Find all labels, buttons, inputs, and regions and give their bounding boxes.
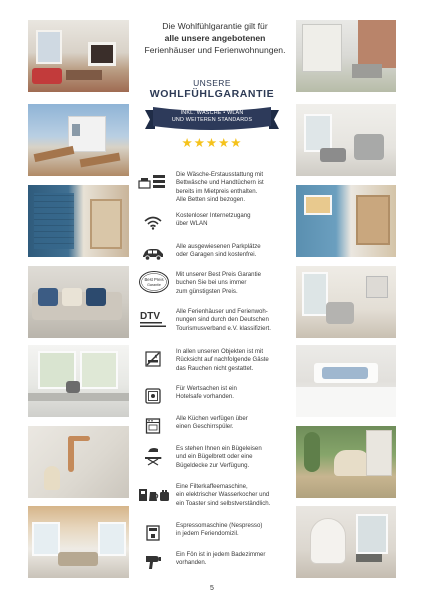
photo-sofa-cushions xyxy=(28,266,129,338)
feature-no-smoking-text xyxy=(176,348,300,373)
badge-ribbon xyxy=(145,107,279,132)
feature-dishwasher-text xyxy=(176,415,300,432)
feature-text-line: das Rauchen nicht gestattet. xyxy=(176,364,254,372)
feature-text-line: Espressomaschine (Nespresso) xyxy=(176,522,263,529)
feature-text-line: Eine Filterkaffeemaschine, xyxy=(176,483,248,490)
ribbon-line-2: UND WEITEREN STANDARDS xyxy=(171,116,253,123)
page-number: 5 xyxy=(210,585,214,592)
intro-line-2 xyxy=(140,32,290,44)
intro-line-1: Die Wohlfühlgarantie gilt für xyxy=(162,21,268,31)
kitchen-appliances-icon xyxy=(138,483,170,505)
intro-text xyxy=(140,20,290,57)
feature-text-line: nungen sind durch den Deutschen xyxy=(176,316,269,324)
feature-text-line: Alle Betten sind bezogen. xyxy=(176,195,246,203)
ribbon-text xyxy=(155,110,269,123)
photo-armchair-window xyxy=(296,104,396,176)
feature-text-line: oder Garagen sind kostenfrei. xyxy=(176,251,257,259)
wohlfuehlgarantie-badge xyxy=(142,78,282,153)
feature-text-line: Mit unserer Best Preis Garantie xyxy=(176,271,262,278)
dtv-logo-icon xyxy=(138,308,170,330)
photo-bed-pillows xyxy=(296,345,396,417)
feature-text-line: Alle Ferienhäuser und Ferienwoh- xyxy=(176,308,268,315)
photo-kitchen-window xyxy=(28,345,129,417)
iron-board-icon xyxy=(138,445,168,467)
feature-text-line: zum günstigsten Preis. xyxy=(176,287,238,295)
no-smoking-icon xyxy=(138,348,168,370)
feature-text-line: Für Wertsachen ist ein xyxy=(176,385,237,392)
feature-text-line: und ein Bügelbrett oder eine xyxy=(176,453,253,461)
feature-safe-text xyxy=(176,385,300,402)
photo-copper-tap-vase xyxy=(28,426,129,498)
svg-text:Best Preis: Best Preis xyxy=(144,277,164,282)
hairdryer-icon xyxy=(138,551,168,573)
photo-garden-lounge-chair xyxy=(296,426,396,498)
feature-text-line: ein elektrischer Wasserkocher und xyxy=(176,491,270,499)
wifi-icon xyxy=(138,212,168,234)
feature-text-line: bereits im Mietpreis enthalten. xyxy=(176,187,258,195)
feature-text-line: Kostenloser Internetzugang xyxy=(176,212,251,219)
feature-text-line: buchen Sie bei uns immer xyxy=(176,279,247,287)
photo-deck-chairs-house xyxy=(28,104,129,176)
car-icon xyxy=(138,243,168,265)
feature-text-line: Es stehen Ihnen ein Bügeleisen xyxy=(176,445,262,452)
feature-text-line: einen Geschirrspüler. xyxy=(176,423,234,431)
photo-blue-shower-bathroom xyxy=(28,185,129,257)
feature-hairdryer-text xyxy=(176,551,300,568)
espresso-machine-icon xyxy=(138,522,168,544)
feature-ironing-text xyxy=(176,445,300,470)
svg-text:Garantie: Garantie xyxy=(147,283,161,287)
photo-bay-window-armchairs xyxy=(296,266,396,338)
feature-wifi-text xyxy=(176,212,300,229)
photo-beach-chair-garden xyxy=(296,20,396,92)
rating-stars: ★★★★★ xyxy=(181,136,243,150)
feature-text-line: ein Toaster sind selbstverständlich. xyxy=(176,499,271,507)
feature-text-line: Die Wäsche-Erstausstattung mit xyxy=(176,171,264,178)
svg-text:DTV: DTV xyxy=(140,311,160,322)
badge-title-main: WOHLFÜHLGARANTIE xyxy=(149,88,275,100)
feature-text-line: Alle ausgewiesenen Parkplätze xyxy=(176,243,261,250)
photo-bright-living-room xyxy=(28,506,129,578)
feature-text-line: über WLAN xyxy=(176,220,208,228)
best-price-seal-icon xyxy=(138,271,170,293)
feature-text-line: Bettwäsche und Handtüchern ist xyxy=(176,179,264,187)
feature-text-line: vorhanden. xyxy=(176,559,207,567)
feature-text-line: Rücksicht auf nachfolgende Gäste xyxy=(176,356,269,364)
intro-line-2-text: alle unsere angebotenen xyxy=(164,33,266,44)
feature-text-line: In allen unseren Objekten ist mit xyxy=(176,348,264,355)
badge-title-top: UNSERE xyxy=(193,78,231,88)
photo-egg-chair-interior xyxy=(296,506,396,578)
feature-text-line: Tourismusverband e.V. klassifiziert. xyxy=(176,324,271,332)
feature-parking-text xyxy=(176,243,300,260)
feature-text-line: Ein Fön ist in jedem Badezimmer xyxy=(176,551,266,558)
dishwasher-icon xyxy=(138,415,168,437)
feature-bedding-text xyxy=(176,171,300,204)
feature-text-line: Hotelsafe vorhanden. xyxy=(176,393,234,401)
bedding-icon xyxy=(138,171,168,193)
feature-dtv-text xyxy=(176,308,300,333)
feature-text-line: in jedem Feriendomizil. xyxy=(176,530,239,538)
photo-living-room-fireplace xyxy=(28,20,129,92)
feature-best-price-text xyxy=(176,271,300,296)
safe-icon xyxy=(138,385,168,407)
photo-blue-wall-bedroom xyxy=(296,185,396,257)
feature-espresso-text xyxy=(176,522,300,539)
ribbon-line-1: INKL. WÄSCHE • WLAN xyxy=(180,110,244,116)
intro-line-3: Ferienhäuser und Ferienwohnungen. xyxy=(144,45,286,56)
feature-text-line: Alle Küchen verfügen über xyxy=(176,415,248,422)
feature-text-line: Bügeldecke zur Verfügung. xyxy=(176,461,250,469)
feature-kitchen-appliances-text xyxy=(176,483,300,508)
